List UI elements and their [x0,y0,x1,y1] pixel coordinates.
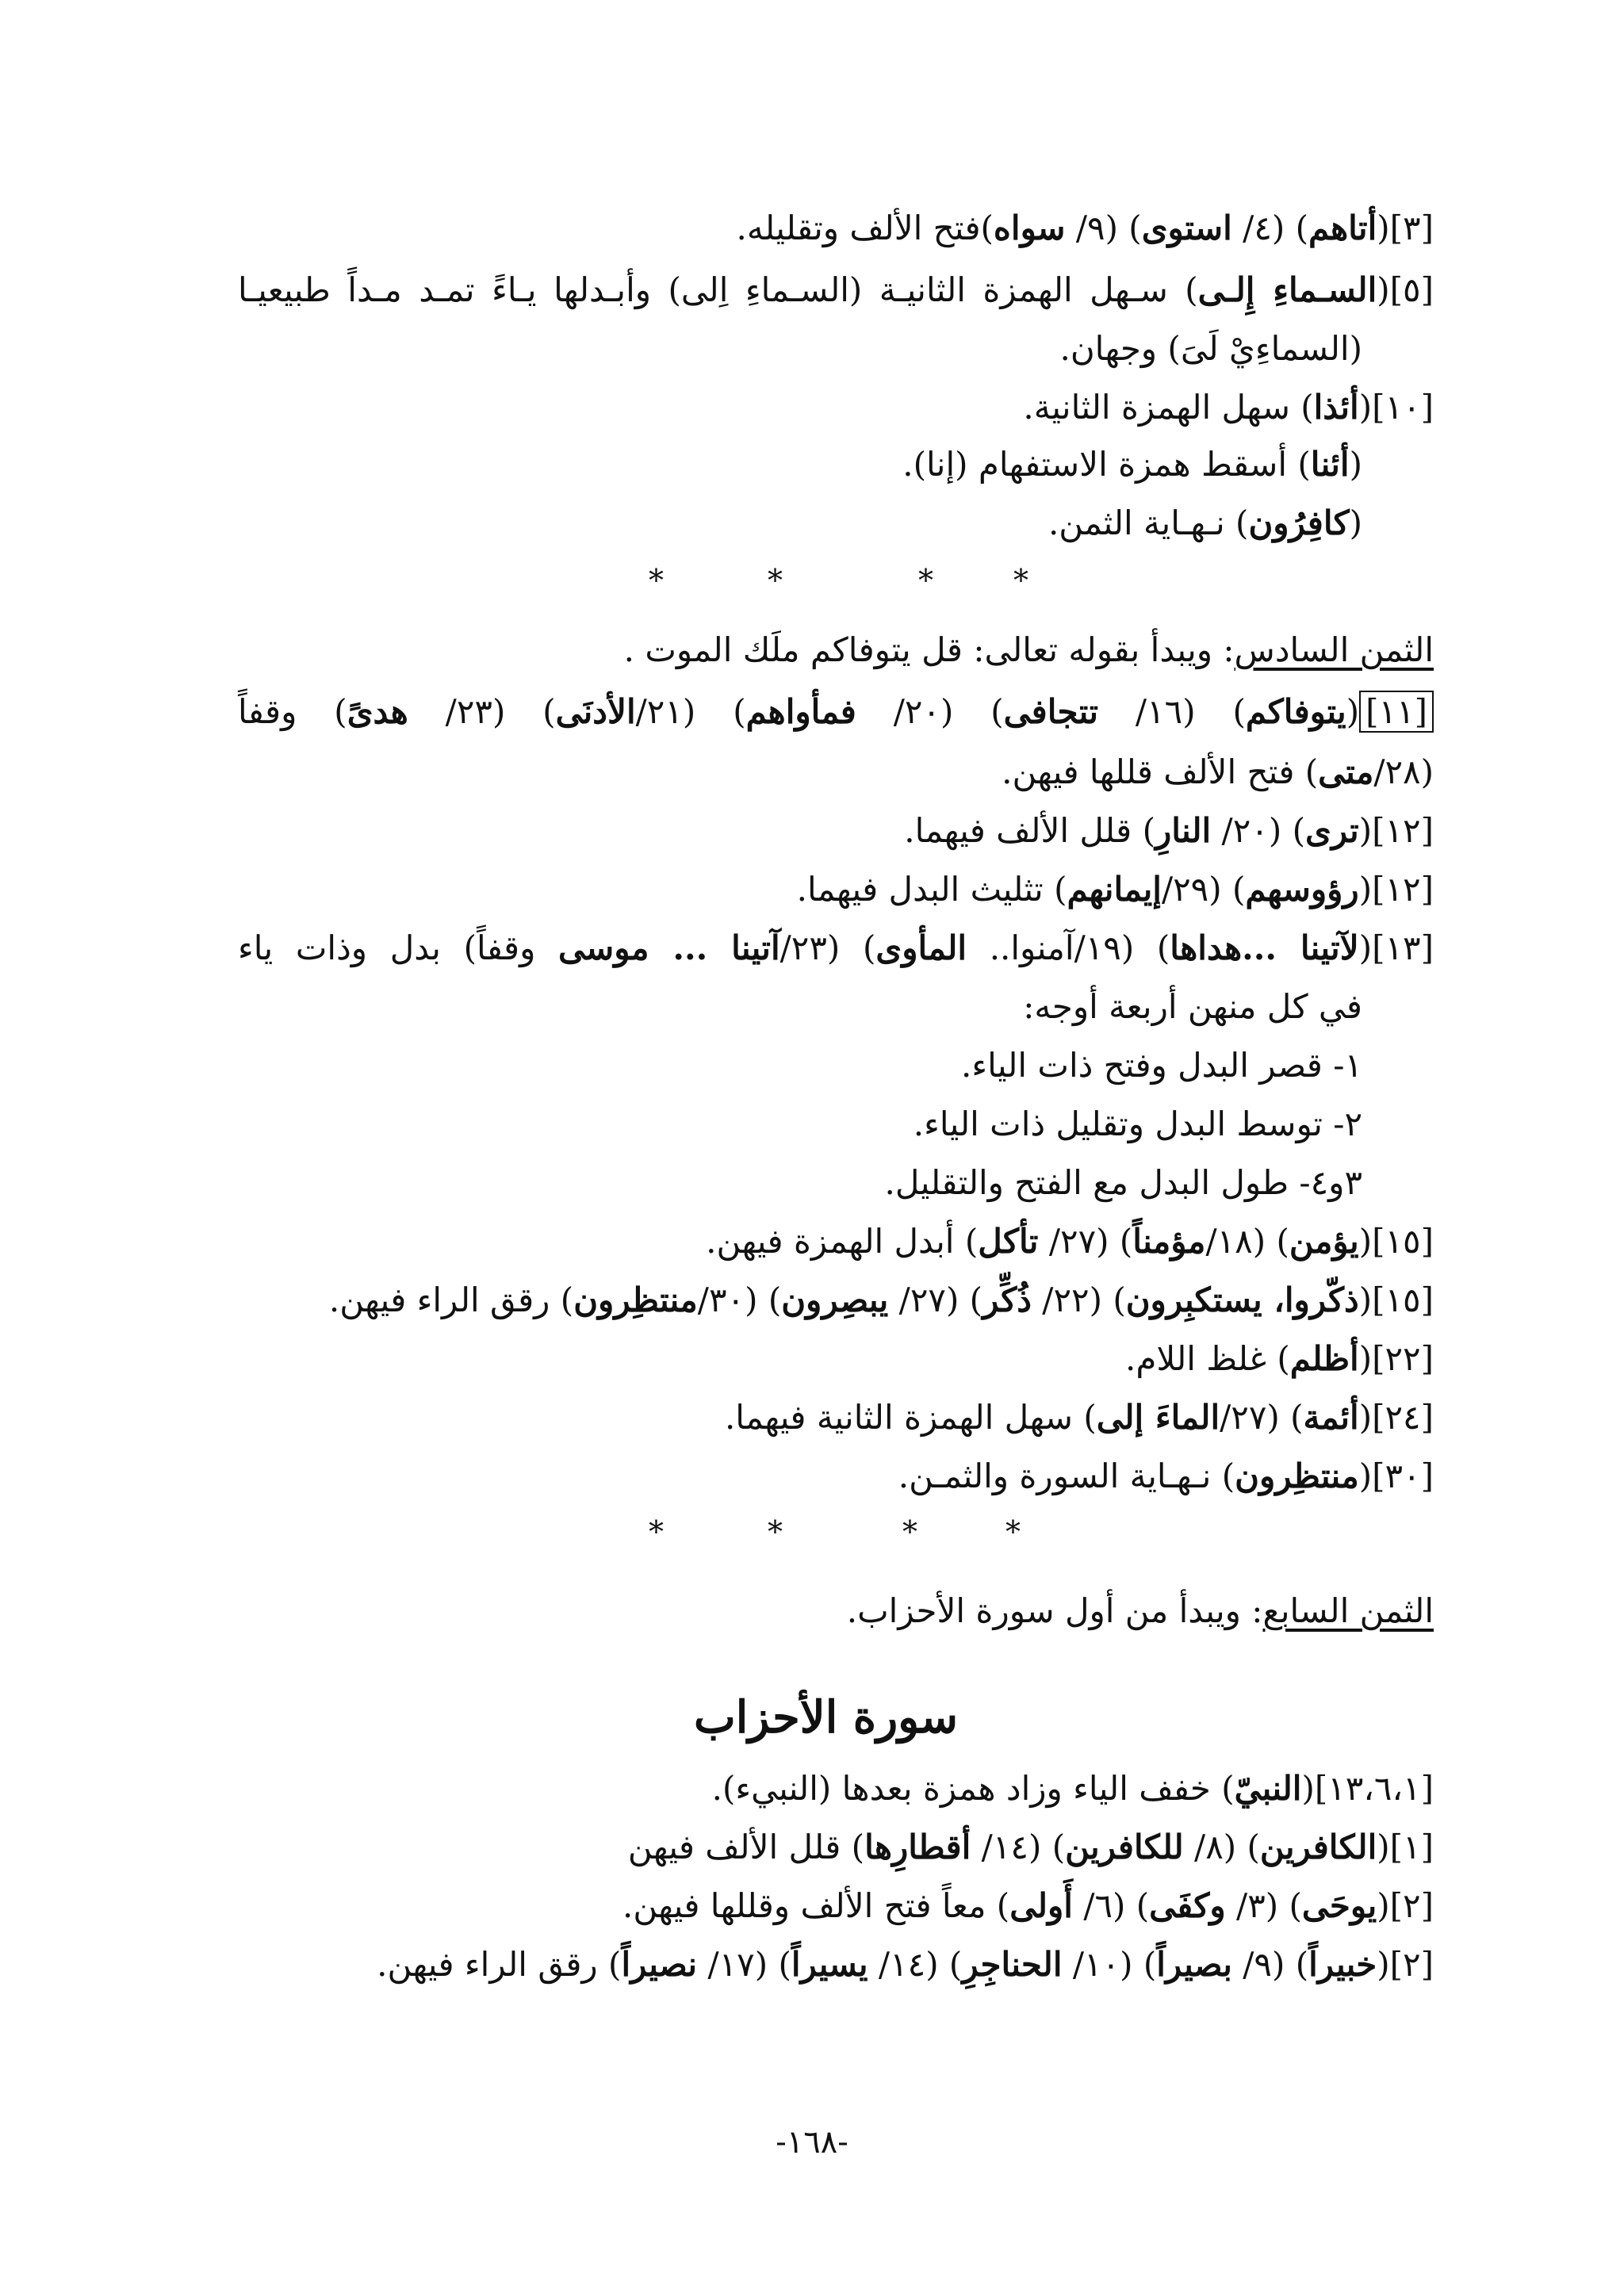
text-line: [٣٠](منتظِرون) نـهـاية السورة والثمـن. [898,1457,1434,1495]
separator-star: * [1013,563,1028,598]
text-line: [١٥](ذكّروا، يستكبِرون) (٢٢/ ذُكِّر) (٢٧/ يبصِرون) (٣٠/منتظِرون) رقق الراء فيهن. [328,1280,1434,1319]
separator-star: * [1005,1514,1021,1549]
text-line: [١٣](لآتينا ...هداها) (١٩/آمنوا.. المأوى) (٢٣/آتينا ... موسى وقفاً) بدل وذات ياء [238,928,1434,967]
text-line: [١٠](أئذا) سهل الهمزة الثانية. [1023,388,1434,427]
text-line: [٣](أتاهم) (٤/ استوى) (٩/ سواه)فتح الألف وتقليله. [736,209,1434,247]
separator-star: * [918,563,933,598]
text-line: [١](الكافرين) (٨/ للكافرين) (١٤/ أقطارِها) قلل الألف فيهن [627,1828,1434,1866]
text-line: [٢](خبيراً) (٩/ بصيراً) (١٠/ الحناجِرِ) (١٤/ يسيراً) (١٧/ نصيراً) رقق الراء فيهن. [377,1945,1434,1984]
separator-star: * [768,1514,783,1549]
text-line: [١٣،٦،١](النبيّ) خفف الياء وزاد همزة بعدها (النبيء). [711,1769,1434,1808]
text-line: (٢٨/متى) فتح الألف قللها فيهن. [1002,752,1434,791]
text-line: [١٢](رؤوسهم) (٢٩/إيمانهم) تثليث البدل فيهما. [796,870,1434,909]
list-item: ٣و٤- طول البدل مع الفتح والتقليل. [884,1163,1362,1202]
list-item: ١- قصر البدل وفتح ذات الياء. [961,1046,1362,1085]
text-line: في كل منهن أربعة أوجه: [1023,987,1362,1026]
text-line: [١١](يتوفاكم) (١٦/ تتجافى) (٢٠/ فمأواهم) (٢١/الأدنَى) (٢٣/ هدىً) وقفاً [238,688,1434,736]
section-heading: الثمن السادس: ويبدأ بقوله تعالى: قل يتوفاكم ملَك الموت . [623,630,1434,669]
text-line: [٥](السـماءِ إِلـى) سـهل الهمزة الثانيـة (السـماءِ اِلى) وأبـدلها يـاءً تمـد مـداً طبيعيـا [238,270,1434,309]
section-separator [0,1508,1624,1556]
text-line: [٢٤](أئمة) (٢٧/الماءَ إلى) سهل الهمزة الثانية فيهما. [724,1398,1434,1437]
page-number: -١٦٨- [776,2124,848,2161]
text-line: (كافِرُون) نـهـاية الثمن. [1048,503,1362,542]
list-item: ٢- توسط البدل وتقليل ذات الياء. [913,1104,1362,1143]
text-line: [١٢](ترى) (٢٠/ النارِ) قلل الألف فيهما. [904,811,1434,850]
section-separator [0,557,1624,604]
separator-star: * [649,563,664,598]
text-line: [١٥](يؤمن) (١٨/مؤمناً) (٢٧/ تأكل) أبدل الهمزة فيهن. [706,1222,1434,1261]
text-line: [٢٢](أظلم) غلظ اللام. [1125,1339,1434,1378]
separator-star: * [902,1514,917,1549]
surah-title: سورة الأحزاب [693,1691,958,1744]
text-line: (أئنا) أسقط همزة الاستفهام (إنا). [902,445,1362,484]
separator-star: * [649,1514,664,1549]
separator-star: * [768,563,783,598]
text-line: [٢](يوحَى) (٣/ وكفَى) (٦/ أَولى) معاً فتح الألف وقللها فيهن. [622,1886,1434,1925]
text-line: (السماءِيْ لَىَ) وجهان. [1059,329,1362,368]
section-heading: الثمن السابع: ويبدأ من أول سورة الأحزاب. [846,1591,1434,1630]
